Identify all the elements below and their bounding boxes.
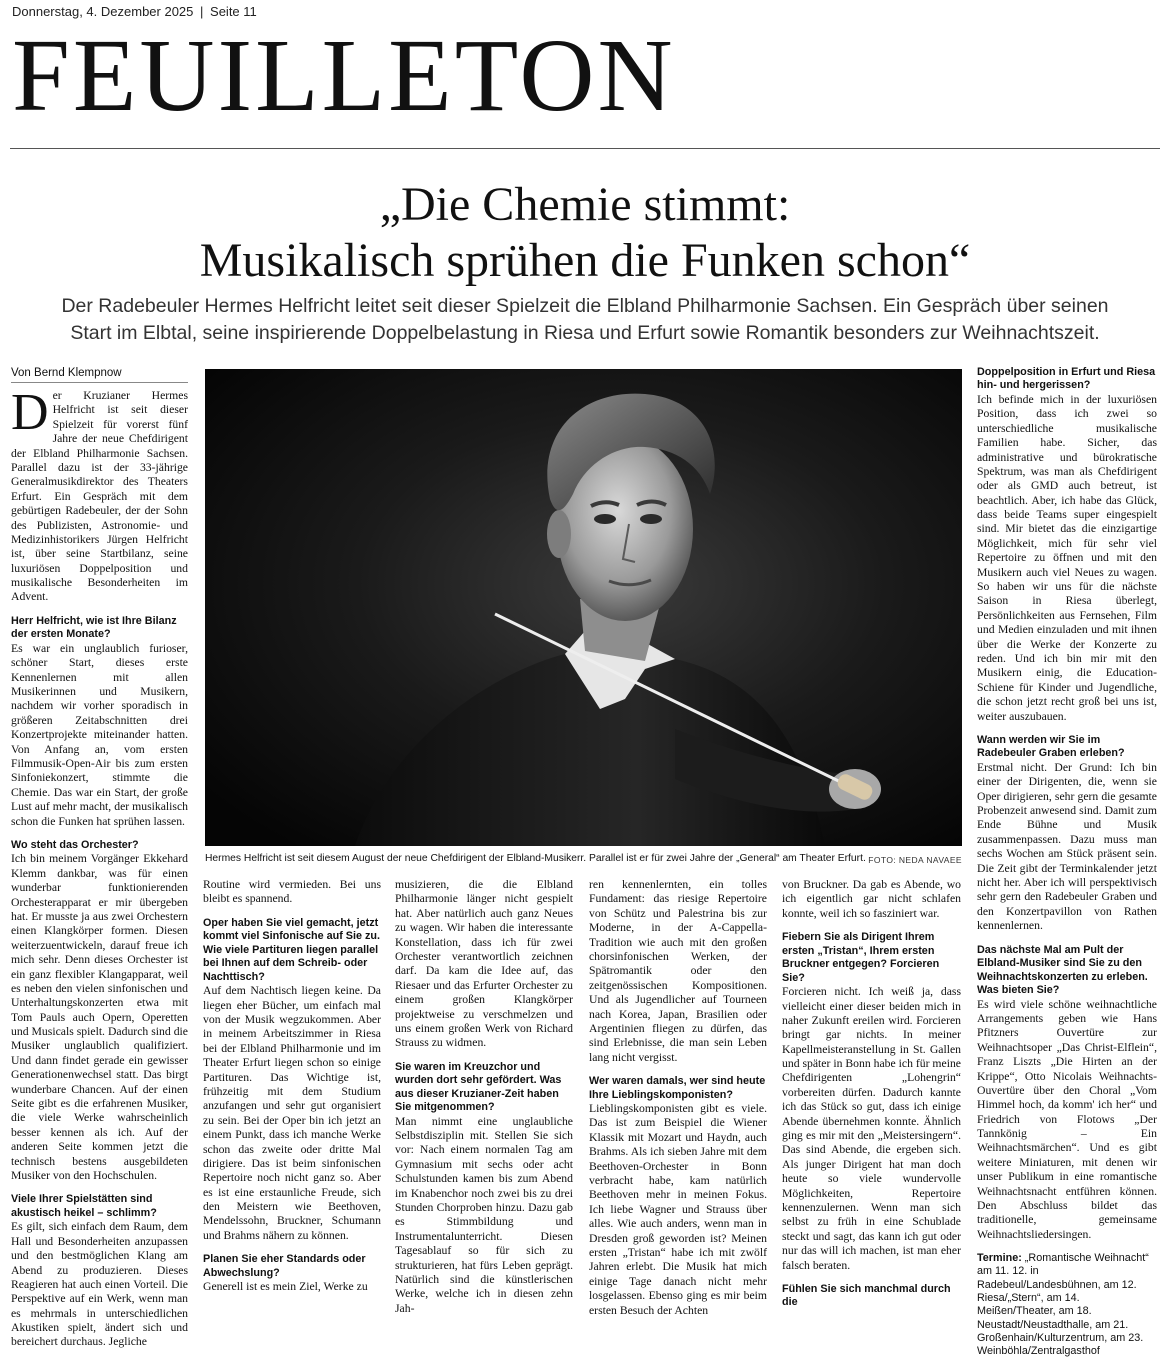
question: Wer waren damals, wer sind heute Ihre Lieblingskomponisten? (589, 1075, 766, 1101)
intro-paragraph: er Kruzianer Hermes Helfricht ist seit dieser Spielzeit für vorerst fünf Jahre der neue Chefdirigent der Elbland Philharmonie Sachsen. Parallel dazu ist der 33-jährige Generalmusikdirektor des Theaters Erfurt. Ein Gespräch mit dem gebürtigen Radebeuler, der der Sohn des Publizisten, Astronomie- und Medizinhistorikers Jürgen Helfricht ist, über seine Startbilanz, seine luxuriösen Doppelposition und musikalische Besonderheiten im Advent. (11, 389, 188, 604)
question: Wo steht das Orchester? (11, 838, 139, 851)
text-column-5 (782, 878, 961, 1309)
question: Das nächste Mal am Pult der Elbland-Musiker sind Sie zu den Weihnachtskonzerten zu erleben. Was bieten Sie? (977, 943, 1148, 997)
question: Viele Ihrer Spielstätten sind akustisch heikel – schlimm? (11, 1193, 157, 1219)
answer: Es war ein unglaublich furioser, schöner Start, dieses erste Kennenlernen mit allen Musikerinnen und Musikern, nachdem wir vorher sporadisch in größeren Zeitabschnitten drei Konzertprojekte miteinander hatten. Von Anfang an, vom ersten Filmmusik-Open-Air bis zum ersten Sinfoniekonzert, stimmte die Chemie. Das war ein Start, der große Lust auf mehr macht, der musikalisch schon die Funken hat sprühen lassen. (11, 641, 188, 828)
answer: Lieblingskomponisten gibt es viele. Das ist zum Beispiel die Wiener Klassik mit Mozart und Haydn, auch Brahms. Als ich sieben Jahre mit dem Beethoven-Orchester in Bonn verbracht habe, kam natürlich Beethoven mehr in meinen Fokus. Ich liebe Wagner und Strauss über alles. Wie auch anders, wenn man in Dresden groß geworden ist? Meinen ersten „Tristan“ habe ich mit zwölf Jahren erlebt. Die Musik hat mich einige Tage danach nicht mehr losgelassen. Ebenso ging es mir beim ersten Besuch der Achten (589, 1102, 767, 1317)
question: Fiebern Sie als Dirigent Ihrem ersten „Tristan“, Ihrem ersten Bruckner entgegen? Forcieren Sie? (782, 931, 940, 984)
drop-cap: D (11, 384, 49, 441)
byline: Von Bernd Klempnow (11, 367, 188, 383)
text-column-3 (395, 878, 573, 1315)
dates-text: „Romantische Weihnacht“ am 11. 12. in Radebeul/Landesbühnen, am 12. Riesa/„Stern“, am 14. Meißen/Theater, am 18. Neustadt/Neustadthalle, am 21. Großenhain/Kulturzentrum, am 23. Weinböhla/Zentralgasthof (977, 1252, 1149, 1358)
page-number: Seite 11 (210, 4, 257, 19)
answer: Es gilt, sich einfach dem Raum, dem Hall und Besonderheiten anzupassen und den bestmöglichen Klang am Abend zu produzieren. Dieses Reagieren hat auch einen Vorteil. Die Perspektive auf ein Werk, wenn man es mehrmals in unterschiedlichen Akustiken spielt, ändert sich und bereichert durchaus. Jegliche (11, 1220, 188, 1349)
photo-caption: Hermes Helfricht ist seit diesem August der neue Chefdirigent der Elbland-Musikerr. Parallel ist er für zwei Jahre der „General“ am Theater Erfurt. (205, 853, 866, 864)
conductor-photo (205, 369, 962, 846)
answer: Auf dem Nachtisch liegen keine. Da liegen eher Bücher, um einfach mal von der Musik wegzukommen. Aber in meinem Arbeitszimmer in Riesa bei der Elbland Philharmonie und im Theater Erfurt liegen schon so einige Partituren. Das Wichtige ist, frühzeitig mit dem Studium anzufangen und sehr gut organisiert zu sein. Bei der Oper bin ich jetzt an einem Punkt, dass ich manche Werke schon das zweite oder dritte Mal dirigiere. Das ist beim sinfonischen Repertoire noch nicht ganz so. Aber es ist eine erstaunliche Freude, sich den Meistern wie Beethoven, Mendelssohn, Bruckner, Schumann und Brahms nähern zu können. (203, 984, 381, 1242)
text-column-2 (203, 878, 381, 1294)
answer: Ich bin meinem Vorgänger Ekkehard Klemm dankbar, was für einen wunderbar funktionierenden Orchesterapparat er mir übergeben hat. Er musste ja aus zwei Orchestern einen Klangkörper formen. Diesen weiterzuentwickeln, darauf freue ich mich sehr. Denn dieses Orchester ist ein ganz flexibler Klangapparat, weil es neben den vielen sinfonischen und Unterhaltungskonzerten etwa mit Tom Pauls auch Opern, Operetten und Musicals spielt. Dadurch sind die Musiker unglaublich qualifiziert. Und dann findet gerade ein gewisser Generationenwechsel statt. Das birgt wunderbare Chancen. Auf der einen Seite gibt es die erfahrenen Musiker, die viele Werke wahrscheinlich besser kennen als ich. Auf der anderen Seite kommen jetzt die technisch bestens ausgebildeten Musiker von den Hochschulen. (11, 852, 188, 1182)
answer: Generell ist es mein Ziel, Werke zu (203, 1280, 368, 1294)
divider (10, 148, 1160, 149)
headline-line-1: „Die Chemie stimmt: (379, 178, 791, 231)
question: Planen Sie eher Standards oder Abwechslung? (203, 1253, 366, 1279)
answer: Es wird viele schöne weihnachtliche Arrangements geben wie Hans Pfitzners Ouvertüre zur Weihnachtsoper „Das Christ-Elflein“, Franz Liszts „Die Hirten an der Krippe“, Otto Nicolais Weihnachts-Ouvertüre über den Choral „Vom Himmel hoch, da komm' ich her“ und Friedrich von Flotows „Der Tannkönig – Ein Weihnachtsmärchen“. Und es gibt weitere Miniaturen, mit denen wir unser Publikum in eine romantische Weihnachtsnacht entführen können. Den Abschluss bildet das traditionelle, gemeinsame Weihnachtsliedersingen. (977, 997, 1157, 1241)
question: Doppelposition in Erfurt und Riesa hin- und hergerissen? (977, 366, 1156, 392)
answer: von Bruckner. Da gab es Abende, wo ich eigentlich gar nicht schlafen konnte, weil ich so fasziniert war. (782, 878, 961, 920)
text-column-6 (977, 366, 1157, 1358)
dates-label: Termine: (977, 1252, 1022, 1265)
text-column-4 (589, 878, 767, 1317)
subhead-line-1: Der Radebeuler Hermes Helfricht leitet seit dieser Spielzeit die Elbland Philharmonie Sachsen. Ein Gespräch über seinen (61, 295, 1109, 317)
photo-credit: FOTO: NEDA NAVAEE (868, 855, 962, 865)
headline-line-2: Musikalisch sprühen die Funken schon“ (199, 234, 971, 288)
headline (0, 177, 1170, 289)
answer: musizieren, die die Elbland Philharmonie länger nicht gespielt hat. Aber natürlich auch ganz Neues zu wagen. Wir haben die interessante Konstellation, dass ich für zwei Orchester verantwortlich zeichnen darf. Da kam die Idee auf, das Riesaer und das Erfurter Orchester zu einem großen Klangkörper projektweise zu verschmelzen und uns einem großen Werk von Richard Strauss zu widmen. (395, 878, 573, 1050)
question: Fühlen Sie sich manchmal durch die (782, 1282, 951, 1309)
answer: Routine wird vermieden. Bei uns bleibt es spannend. (203, 878, 381, 906)
text-column-1 (11, 384, 188, 1349)
question: Wann werden wir Sie im Radebeuler Graben erleben? (977, 733, 1125, 760)
subheadline (0, 293, 1170, 346)
subhead-line-2: Start im Elbtal, seine inspirierende Doppelbelastung in Riesa und Erfurt sowie Romantik besonders zur Weihnachtszeit. (70, 321, 1100, 344)
answer: Ich befinde mich in der luxuriösen Position, dass ich zwei so unterschiedliche musikalische Familien habe. Sicher, das administrative und bürokratische Spektrum, was man als Chefdirigent oder als GMD auch betreut, ist beachtlich. Aber, ich habe das Glück, dass beide Teams super eingespielt sind. Mir bietet das die einzigartige Möglichkeit, mich für sehr viel Repertoire zu öffnen und mit den Musikern auch viel Neues zu wagen. So haben wir uns für die nächste Saison in Riesa überlegt, Persönlichkeiten aus Fernsehen, Film und Medien einzuladen und mit ihnen über die Werke der Konzerte zu reden. Und ich bin mir mit den Musikern einig, die Education-Schiene für Kinder und Jugendliche, die schon jetzt recht groß bei uns ist, weiter auszubauen. (977, 392, 1157, 723)
question: Oper haben Sie viel gemacht, jetzt kommt viel Sinfonische auf Sie zu. Wie viele Partituren liegen parallel bei Ihnen auf dem Schreib- oder Nachttisch? (203, 916, 380, 983)
section-title: FEUILLETON (12, 18, 676, 133)
date: Donnerstag, 4. Dezember 2025 (12, 4, 194, 19)
answer: Forcieren nicht. Ich weiß ja, dass vielleicht einer dieser beiden mich in naher Zukunft ereilen wird. Forcieren bringt gar nichts. In meiner Kapellmeisteranstellung in St. Gallen und später in Bonn habe ich für meine Chefdirigenten „Lohengrin“ vorbereiten dürfen. Dadurch kannte ich das Stück so gut, dass ich einige Abende übernehmen konnte. Ähnlich ging es mir mit den „Meistersingern“. Das sind Abende, die ergeben sich. Als junger Dirigent hat man doch heute so viele wundervolle Möglichkeiten, Repertoire kennenzulernen. Wenn man sich selbst zu früh in eine Schublade steckt und sagt, das kann ich gut oder nur das will ich machen, ist man eher falsch beraten. (782, 985, 961, 1272)
question: Sie waren im Kreuzchor und wurden dort sehr gefördert. Was aus dieser Kruzianer-Zeit haben Sie mitgenommen? (395, 1060, 562, 1114)
answer: ren kennenlernten, ein tolles Fundament: das riesige Repertoire von Schütz und Palestrina bis zur Moderne, in der A-Cappella-Tradition wie auch mit den großen chorsinfonischen Werken, der Spätromantik oder den zeitgenössischen Kompositionen. Und als Jugendlicher auf Tourneen nach Korea, Japan, Brasilien oder Argentinien fliegen zu dürfen, das sind Erlebnisse, die man sein Leben lang nicht vergisst. (589, 878, 767, 1064)
question: Herr Helfricht, wie ist Ihre Bilanz der ersten Monate? (11, 614, 177, 641)
dates-info (977, 1252, 1157, 1358)
dateline (12, 4, 257, 19)
answer: Man nimmt eine unglaubliche Selbstdisziplin mit. Stellen Sie sich vor: Nach einem normalen Tag am Gymnasium mit sechs oder acht Schulstunden kamen bis zum Abend im Knabenchor noch zwei bis zu drei Stunden Chorproben hinzu. Dazu gab es Stimmbildung und Instrumentalunterricht. Diesen Tagesablauf so für sich zu strukturieren, hat fürs Leben geprägt. Natürlich sind die künstlerischen Werke, welche ich in diesen zehn Jah- (395, 1114, 573, 1315)
answer: Erstmal nicht. Der Grund: Ich bin einer der Dirigenten, die, wenn sie Oper dirigieren, sehr gern die gesamte Probenzeit anwesend sind. Damit zum Ende Bühne und Musik zusammenpassen. Dazu muss man sechs Wochen am Stück präsent sein. Die Zeit gibt der Terminkalender jetzt nicht her. Aber ich will perspektivisch sehr gern den Radebeuler Graben und den Konzertpavillon von Rathen kennenlernen. (977, 760, 1157, 933)
separator: | (200, 4, 204, 19)
